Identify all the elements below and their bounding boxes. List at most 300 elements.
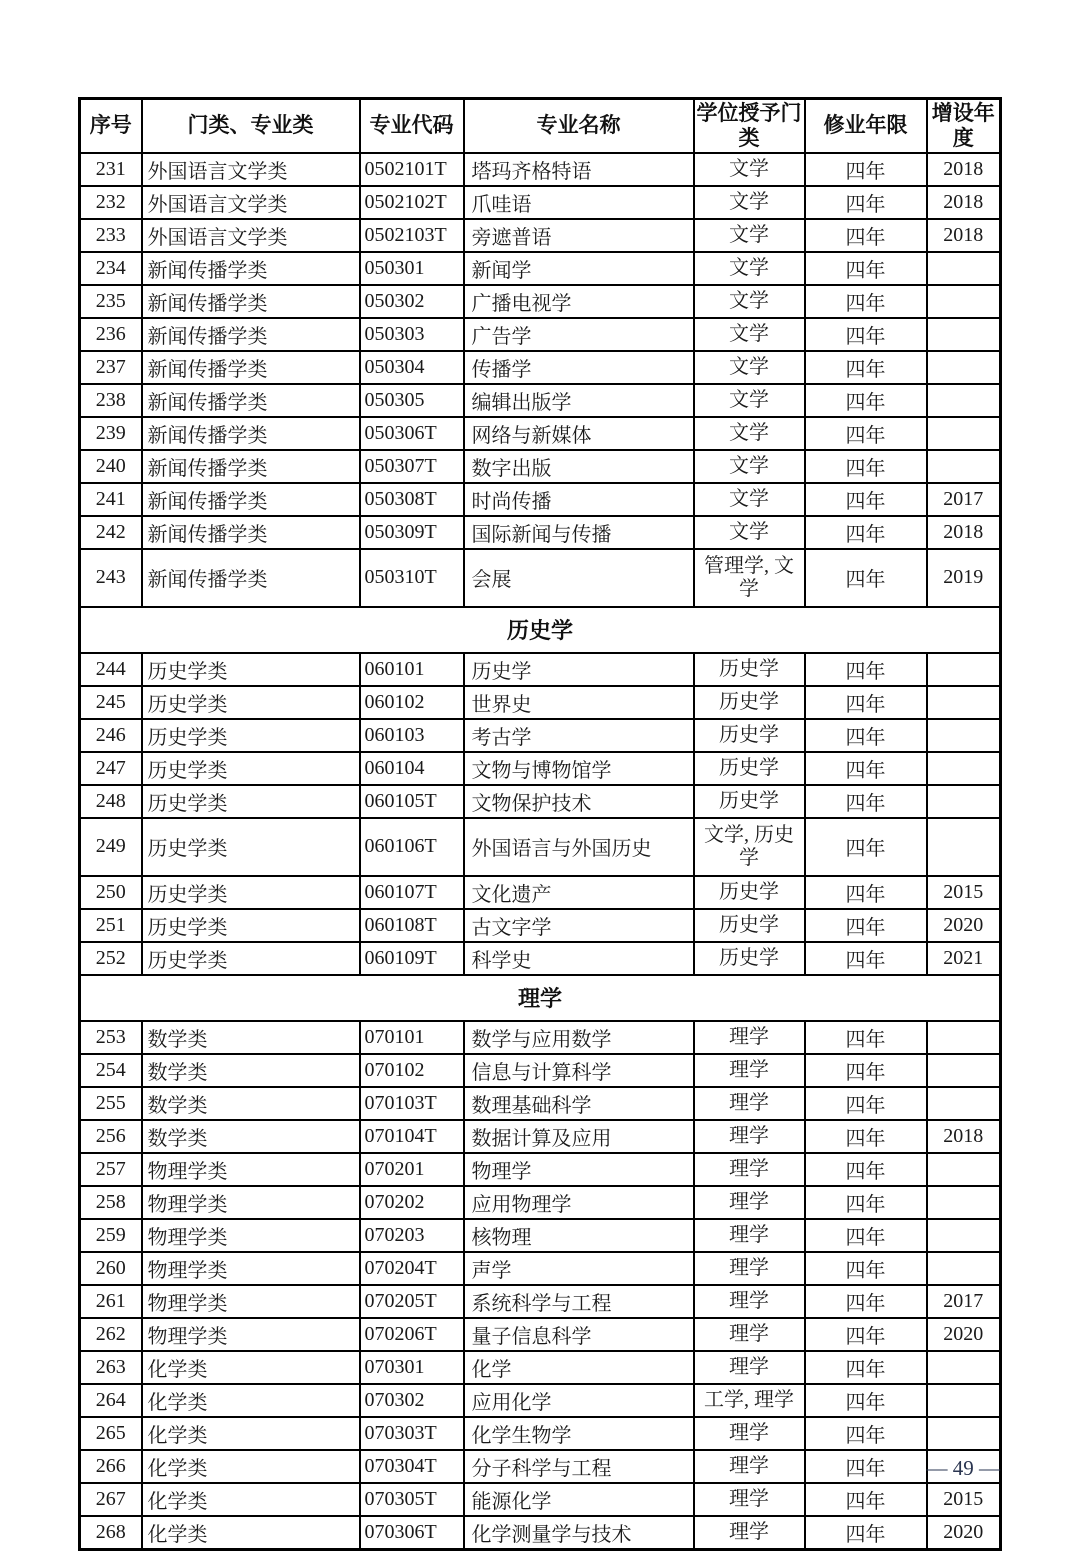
table-row bbox=[80, 752, 1001, 785]
cell-year-added: 2018 bbox=[927, 219, 1001, 252]
cell-no: 264 bbox=[80, 1384, 142, 1417]
table-row bbox=[80, 1186, 1001, 1219]
cell-year-added bbox=[927, 686, 1001, 719]
cell-degree: 理学 bbox=[694, 1417, 805, 1450]
table-row bbox=[80, 549, 1001, 607]
cell-years: 四年 bbox=[805, 785, 927, 818]
cell-category: 新闻传播学类 bbox=[142, 549, 360, 607]
cell-code: 050304 bbox=[360, 351, 464, 384]
cell-degree: 理学 bbox=[694, 1450, 805, 1483]
cell-years: 四年 bbox=[805, 384, 927, 417]
cell-degree: 文学 bbox=[694, 153, 805, 186]
cell-degree: 理学 bbox=[694, 1252, 805, 1285]
cell-code: 060102 bbox=[360, 686, 464, 719]
cell-category: 化学类 bbox=[142, 1384, 360, 1417]
table-row bbox=[80, 1021, 1001, 1054]
cell-name: 外国语言与外国历史 bbox=[464, 818, 694, 876]
cell-year-added: 2018 bbox=[927, 186, 1001, 219]
cell-name: 世界史 bbox=[464, 686, 694, 719]
cell-year-added: 2020 bbox=[927, 1516, 1001, 1550]
cell-code: 070306T bbox=[360, 1516, 464, 1550]
cell-years: 四年 bbox=[805, 516, 927, 549]
cell-degree: 文学 bbox=[694, 483, 805, 516]
cell-years: 四年 bbox=[805, 1450, 927, 1483]
cell-years: 四年 bbox=[805, 1219, 927, 1252]
cell-year-added: 2020 bbox=[927, 1318, 1001, 1351]
cell-name: 爪哇语 bbox=[464, 186, 694, 219]
cell-name: 核物理 bbox=[464, 1219, 694, 1252]
cell-code: 070204T bbox=[360, 1252, 464, 1285]
cell-years: 四年 bbox=[805, 417, 927, 450]
cell-no: 252 bbox=[80, 942, 142, 975]
cell-years: 四年 bbox=[805, 942, 927, 975]
cell-degree: 文学 bbox=[694, 351, 805, 384]
cell-no: 232 bbox=[80, 186, 142, 219]
cell-years: 四年 bbox=[805, 1384, 927, 1417]
cell-year-added bbox=[927, 1252, 1001, 1285]
cell-category: 新闻传播学类 bbox=[142, 384, 360, 417]
cell-code: 070102 bbox=[360, 1054, 464, 1087]
cell-years: 四年 bbox=[805, 252, 927, 285]
cell-no: 248 bbox=[80, 785, 142, 818]
cell-no: 239 bbox=[80, 417, 142, 450]
cell-year-added bbox=[927, 1384, 1001, 1417]
cell-no: 254 bbox=[80, 1054, 142, 1087]
cell-category: 新闻传播学类 bbox=[142, 351, 360, 384]
cell-degree: 文学, 历史学 bbox=[694, 818, 805, 876]
cell-name: 数据计算及应用 bbox=[464, 1120, 694, 1153]
cell-no: 241 bbox=[80, 483, 142, 516]
cell-degree: 理学 bbox=[694, 1186, 805, 1219]
cell-no: 240 bbox=[80, 450, 142, 483]
cell-category: 数学类 bbox=[142, 1054, 360, 1087]
table-row bbox=[80, 186, 1001, 219]
cell-code: 050308T bbox=[360, 483, 464, 516]
cell-year-added: 2015 bbox=[927, 876, 1001, 909]
table-row bbox=[80, 1351, 1001, 1384]
cell-name: 考古学 bbox=[464, 719, 694, 752]
cell-code: 060106T bbox=[360, 818, 464, 876]
table-row bbox=[80, 252, 1001, 285]
table-row bbox=[80, 483, 1001, 516]
cell-degree: 理学 bbox=[694, 1351, 805, 1384]
cell-no: 238 bbox=[80, 384, 142, 417]
cell-category: 历史学类 bbox=[142, 785, 360, 818]
cell-category: 外国语言文学类 bbox=[142, 153, 360, 186]
cell-years: 四年 bbox=[805, 1285, 927, 1318]
cell-no: 257 bbox=[80, 1153, 142, 1186]
cell-category: 化学类 bbox=[142, 1516, 360, 1550]
cell-degree: 历史学 bbox=[694, 752, 805, 785]
cell-no: 266 bbox=[80, 1450, 142, 1483]
cell-year-added bbox=[927, 1087, 1001, 1120]
cell-category: 新闻传播学类 bbox=[142, 318, 360, 351]
cell-code: 0502101T bbox=[360, 153, 464, 186]
cell-degree: 文学 bbox=[694, 186, 805, 219]
cell-no: 234 bbox=[80, 252, 142, 285]
section-row bbox=[80, 607, 1001, 653]
cell-no: 235 bbox=[80, 285, 142, 318]
cell-category: 历史学类 bbox=[142, 818, 360, 876]
cell-years: 四年 bbox=[805, 1054, 927, 1087]
table-row bbox=[80, 1417, 1001, 1450]
cell-years: 四年 bbox=[805, 1087, 927, 1120]
cell-category: 历史学类 bbox=[142, 719, 360, 752]
cell-category: 新闻传播学类 bbox=[142, 285, 360, 318]
cell-name: 数字出版 bbox=[464, 450, 694, 483]
cell-year-added: 2018 bbox=[927, 516, 1001, 549]
table-row bbox=[80, 384, 1001, 417]
cell-code: 060104 bbox=[360, 752, 464, 785]
cell-year-added bbox=[927, 1153, 1001, 1186]
cell-year-added bbox=[927, 1351, 1001, 1384]
cell-year-added bbox=[927, 719, 1001, 752]
cell-year-added bbox=[927, 318, 1001, 351]
cell-no: 246 bbox=[80, 719, 142, 752]
cell-years: 四年 bbox=[805, 351, 927, 384]
cell-category: 外国语言文学类 bbox=[142, 186, 360, 219]
cell-code: 070203 bbox=[360, 1219, 464, 1252]
column-header: 学位授予门类 bbox=[694, 99, 805, 153]
table-row bbox=[80, 1384, 1001, 1417]
cell-category: 物理学类 bbox=[142, 1285, 360, 1318]
cell-category: 历史学类 bbox=[142, 653, 360, 686]
cell-year-added: 2020 bbox=[927, 909, 1001, 942]
cell-no: 243 bbox=[80, 549, 142, 607]
cell-degree: 理学 bbox=[694, 1021, 805, 1054]
table-row bbox=[80, 876, 1001, 909]
cell-no: 255 bbox=[80, 1087, 142, 1120]
cell-category: 历史学类 bbox=[142, 752, 360, 785]
cell-code: 070103T bbox=[360, 1087, 464, 1120]
table-row bbox=[80, 1450, 1001, 1483]
table-row bbox=[80, 785, 1001, 818]
cell-year-added bbox=[927, 252, 1001, 285]
cell-name: 能源化学 bbox=[464, 1483, 694, 1516]
table-row bbox=[80, 1120, 1001, 1153]
cell-no: 233 bbox=[80, 219, 142, 252]
page-number: — 49 — bbox=[926, 1456, 1000, 1480]
cell-years: 四年 bbox=[805, 1417, 927, 1450]
cell-years: 四年 bbox=[805, 1252, 927, 1285]
cell-degree: 历史学 bbox=[694, 909, 805, 942]
cell-code: 0502102T bbox=[360, 186, 464, 219]
cell-years: 四年 bbox=[805, 909, 927, 942]
cell-year-added: 2018 bbox=[927, 1120, 1001, 1153]
cell-category: 历史学类 bbox=[142, 942, 360, 975]
cell-degree: 历史学 bbox=[694, 653, 805, 686]
cell-degree: 理学 bbox=[694, 1483, 805, 1516]
table-row bbox=[80, 516, 1001, 549]
cell-year-added bbox=[927, 818, 1001, 876]
cell-category: 物理学类 bbox=[142, 1252, 360, 1285]
cell-category: 化学类 bbox=[142, 1417, 360, 1450]
cell-category: 化学类 bbox=[142, 1483, 360, 1516]
table-row bbox=[80, 1318, 1001, 1351]
table-row bbox=[80, 1252, 1001, 1285]
table-row bbox=[80, 1153, 1001, 1186]
cell-years: 四年 bbox=[805, 752, 927, 785]
cell-years: 四年 bbox=[805, 153, 927, 186]
cell-years: 四年 bbox=[805, 483, 927, 516]
cell-category: 数学类 bbox=[142, 1021, 360, 1054]
cell-code: 060101 bbox=[360, 653, 464, 686]
cell-name: 物理学 bbox=[464, 1153, 694, 1186]
cell-years: 四年 bbox=[805, 719, 927, 752]
cell-degree: 文学 bbox=[694, 285, 805, 318]
cell-years: 四年 bbox=[805, 219, 927, 252]
cell-category: 数学类 bbox=[142, 1087, 360, 1120]
cell-name: 国际新闻与传播 bbox=[464, 516, 694, 549]
cell-name: 会展 bbox=[464, 549, 694, 607]
cell-name: 旁遮普语 bbox=[464, 219, 694, 252]
cell-name: 应用物理学 bbox=[464, 1186, 694, 1219]
cell-category: 化学类 bbox=[142, 1450, 360, 1483]
cell-no: 253 bbox=[80, 1021, 142, 1054]
cell-code: 070104T bbox=[360, 1120, 464, 1153]
cell-year-added: 2015 bbox=[927, 1483, 1001, 1516]
cell-degree: 理学 bbox=[694, 1318, 805, 1351]
cell-degree: 文学 bbox=[694, 417, 805, 450]
cell-code: 0502103T bbox=[360, 219, 464, 252]
cell-year-added: 2019 bbox=[927, 549, 1001, 607]
cell-year-added bbox=[927, 1219, 1001, 1252]
table-row bbox=[80, 1516, 1001, 1550]
cell-year-added bbox=[927, 1417, 1001, 1450]
cell-degree: 理学 bbox=[694, 1120, 805, 1153]
cell-degree: 管理学, 文学 bbox=[694, 549, 805, 607]
section-title: 理学 bbox=[80, 975, 1001, 1021]
cell-years: 四年 bbox=[805, 818, 927, 876]
cell-code: 060103 bbox=[360, 719, 464, 752]
cell-degree: 历史学 bbox=[694, 942, 805, 975]
cell-no: 237 bbox=[80, 351, 142, 384]
table-row bbox=[80, 686, 1001, 719]
cell-category: 化学类 bbox=[142, 1351, 360, 1384]
cell-category: 外国语言文学类 bbox=[142, 219, 360, 252]
cell-year-added bbox=[927, 351, 1001, 384]
cell-years: 四年 bbox=[805, 1516, 927, 1550]
cell-code: 070305T bbox=[360, 1483, 464, 1516]
table-row bbox=[80, 653, 1001, 686]
cell-degree: 文学 bbox=[694, 318, 805, 351]
cell-code: 070205T bbox=[360, 1285, 464, 1318]
table-row bbox=[80, 818, 1001, 876]
cell-name: 文化遗产 bbox=[464, 876, 694, 909]
cell-name: 信息与计算科学 bbox=[464, 1054, 694, 1087]
cell-years: 四年 bbox=[805, 318, 927, 351]
cell-years: 四年 bbox=[805, 549, 927, 607]
cell-degree: 文学 bbox=[694, 450, 805, 483]
cell-name: 声学 bbox=[464, 1252, 694, 1285]
cell-no: 260 bbox=[80, 1252, 142, 1285]
cell-years: 四年 bbox=[805, 450, 927, 483]
cell-name: 历史学 bbox=[464, 653, 694, 686]
cell-year-added: 2017 bbox=[927, 483, 1001, 516]
cell-name: 文物与博物馆学 bbox=[464, 752, 694, 785]
cell-name: 量子信息科学 bbox=[464, 1318, 694, 1351]
table-row bbox=[80, 1219, 1001, 1252]
table-row bbox=[80, 1087, 1001, 1120]
cell-years: 四年 bbox=[805, 285, 927, 318]
cell-no: 236 bbox=[80, 318, 142, 351]
cell-degree: 文学 bbox=[694, 516, 805, 549]
cell-code: 050306T bbox=[360, 417, 464, 450]
cell-name: 文物保护技术 bbox=[464, 785, 694, 818]
cell-degree: 理学 bbox=[694, 1054, 805, 1087]
cell-name: 化学生物学 bbox=[464, 1417, 694, 1450]
table-row bbox=[80, 318, 1001, 351]
cell-no: 247 bbox=[80, 752, 142, 785]
cell-category: 物理学类 bbox=[142, 1318, 360, 1351]
cell-no: 267 bbox=[80, 1483, 142, 1516]
cell-degree: 文学 bbox=[694, 219, 805, 252]
cell-code: 050307T bbox=[360, 450, 464, 483]
table-row bbox=[80, 285, 1001, 318]
cell-name: 新闻学 bbox=[464, 252, 694, 285]
cell-name: 网络与新媒体 bbox=[464, 417, 694, 450]
cell-name: 科学史 bbox=[464, 942, 694, 975]
cell-code: 070202 bbox=[360, 1186, 464, 1219]
cell-category: 新闻传播学类 bbox=[142, 417, 360, 450]
cell-degree: 工学, 理学 bbox=[694, 1384, 805, 1417]
cell-years: 四年 bbox=[805, 1186, 927, 1219]
cell-code: 060108T bbox=[360, 909, 464, 942]
cell-no: 259 bbox=[80, 1219, 142, 1252]
cell-category: 历史学类 bbox=[142, 909, 360, 942]
table-header-row bbox=[80, 99, 1001, 153]
cell-degree: 历史学 bbox=[694, 686, 805, 719]
cell-name: 系统科学与工程 bbox=[464, 1285, 694, 1318]
cell-name: 数理基础科学 bbox=[464, 1087, 694, 1120]
table-row bbox=[80, 417, 1001, 450]
cell-category: 物理学类 bbox=[142, 1153, 360, 1186]
cell-years: 四年 bbox=[805, 1351, 927, 1384]
cell-year-added bbox=[927, 785, 1001, 818]
cell-code: 070206T bbox=[360, 1318, 464, 1351]
cell-years: 四年 bbox=[805, 653, 927, 686]
cell-code: 060105T bbox=[360, 785, 464, 818]
cell-name: 分子科学与工程 bbox=[464, 1450, 694, 1483]
cell-degree: 文学 bbox=[694, 252, 805, 285]
section-row bbox=[80, 975, 1001, 1021]
cell-code: 050301 bbox=[360, 252, 464, 285]
cell-code: 050303 bbox=[360, 318, 464, 351]
cell-years: 四年 bbox=[805, 1483, 927, 1516]
cell-code: 050310T bbox=[360, 549, 464, 607]
cell-years: 四年 bbox=[805, 1120, 927, 1153]
cell-category: 新闻传播学类 bbox=[142, 450, 360, 483]
section-title: 历史学 bbox=[80, 607, 1001, 653]
cell-degree: 文学 bbox=[694, 384, 805, 417]
table-row bbox=[80, 450, 1001, 483]
table-row bbox=[80, 351, 1001, 384]
cell-years: 四年 bbox=[805, 1318, 927, 1351]
cell-name: 塔玛齐格特语 bbox=[464, 153, 694, 186]
cell-year-added bbox=[927, 384, 1001, 417]
cell-name: 广播电视学 bbox=[464, 285, 694, 318]
cell-no: 263 bbox=[80, 1351, 142, 1384]
cell-no: 245 bbox=[80, 686, 142, 719]
cell-no: 258 bbox=[80, 1186, 142, 1219]
column-header: 增设年度 bbox=[927, 99, 1001, 153]
cell-year-added: 2021 bbox=[927, 942, 1001, 975]
cell-code: 070304T bbox=[360, 1450, 464, 1483]
cell-category: 物理学类 bbox=[142, 1219, 360, 1252]
cell-code: 050305 bbox=[360, 384, 464, 417]
cell-years: 四年 bbox=[805, 1153, 927, 1186]
cell-year-added bbox=[927, 653, 1001, 686]
cell-no: 244 bbox=[80, 653, 142, 686]
cell-code: 050302 bbox=[360, 285, 464, 318]
cell-year-added bbox=[927, 1054, 1001, 1087]
table-row bbox=[80, 719, 1001, 752]
majors-table bbox=[78, 97, 1002, 1551]
table-row bbox=[80, 219, 1001, 252]
column-header: 专业代码 bbox=[360, 99, 464, 153]
cell-year-added bbox=[927, 752, 1001, 785]
cell-years: 四年 bbox=[805, 1021, 927, 1054]
cell-years: 四年 bbox=[805, 876, 927, 909]
cell-degree: 历史学 bbox=[694, 785, 805, 818]
cell-degree: 理学 bbox=[694, 1516, 805, 1550]
table-row bbox=[80, 942, 1001, 975]
cell-category: 历史学类 bbox=[142, 876, 360, 909]
column-header: 门类、专业类 bbox=[142, 99, 360, 153]
cell-no: 249 bbox=[80, 818, 142, 876]
table-row bbox=[80, 909, 1001, 942]
cell-code: 050309T bbox=[360, 516, 464, 549]
cell-category: 数学类 bbox=[142, 1120, 360, 1153]
cell-category: 新闻传播学类 bbox=[142, 516, 360, 549]
cell-code: 060107T bbox=[360, 876, 464, 909]
cell-code: 070303T bbox=[360, 1417, 464, 1450]
column-header: 序号 bbox=[80, 99, 142, 153]
cell-category: 新闻传播学类 bbox=[142, 252, 360, 285]
cell-name: 广告学 bbox=[464, 318, 694, 351]
cell-year-added bbox=[927, 1021, 1001, 1054]
cell-code: 070101 bbox=[360, 1021, 464, 1054]
cell-no: 256 bbox=[80, 1120, 142, 1153]
cell-degree: 历史学 bbox=[694, 876, 805, 909]
cell-code: 060109T bbox=[360, 942, 464, 975]
table-row bbox=[80, 153, 1001, 186]
cell-name: 数学与应用数学 bbox=[464, 1021, 694, 1054]
cell-degree: 理学 bbox=[694, 1087, 805, 1120]
cell-year-added bbox=[927, 417, 1001, 450]
cell-code: 070302 bbox=[360, 1384, 464, 1417]
cell-degree: 历史学 bbox=[694, 719, 805, 752]
cell-no: 231 bbox=[80, 153, 142, 186]
cell-category: 新闻传播学类 bbox=[142, 483, 360, 516]
cell-no: 261 bbox=[80, 1285, 142, 1318]
cell-name: 编辑出版学 bbox=[464, 384, 694, 417]
cell-category: 物理学类 bbox=[142, 1186, 360, 1219]
cell-no: 268 bbox=[80, 1516, 142, 1550]
cell-no: 265 bbox=[80, 1417, 142, 1450]
cell-degree: 理学 bbox=[694, 1285, 805, 1318]
cell-category: 历史学类 bbox=[142, 686, 360, 719]
cell-year-added bbox=[927, 285, 1001, 318]
cell-years: 四年 bbox=[805, 686, 927, 719]
column-header: 专业名称 bbox=[464, 99, 694, 153]
cell-degree: 理学 bbox=[694, 1153, 805, 1186]
cell-name: 化学测量学与技术 bbox=[464, 1516, 694, 1550]
cell-name: 古文字学 bbox=[464, 909, 694, 942]
table-row bbox=[80, 1285, 1001, 1318]
cell-no: 251 bbox=[80, 909, 142, 942]
table-row bbox=[80, 1054, 1001, 1087]
